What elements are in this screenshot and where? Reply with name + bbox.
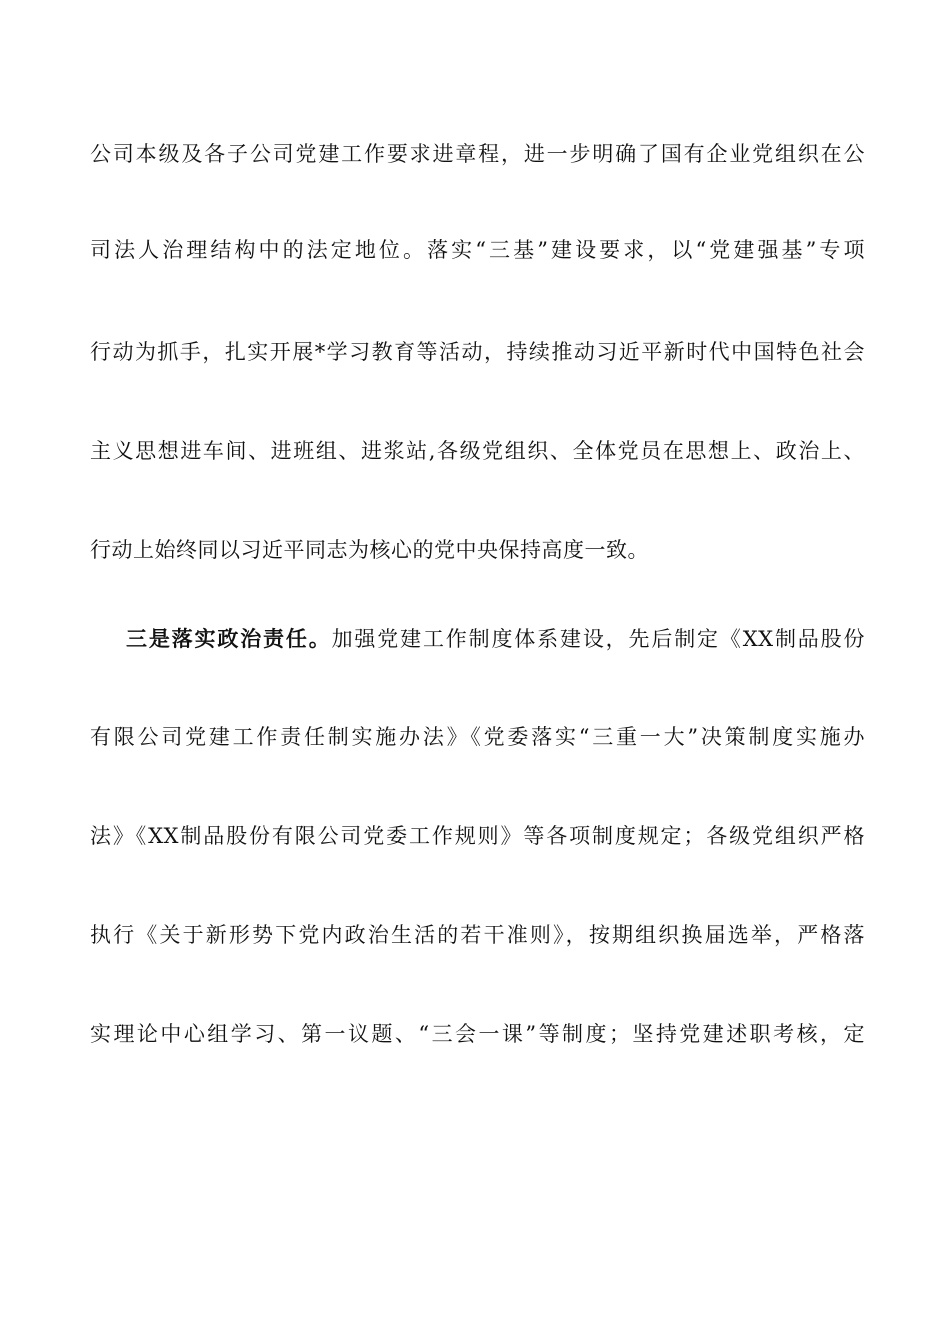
paragraph-2-line-3: 法》《XX制品股份有限公司党委工作规则》等各项制度规定；各级党组织严格 [90, 824, 865, 848]
paragraph-2-line-5: 实理论中心组学习、第一议题、“三会一课”等制度；坚持党建述职考核，定 [90, 1022, 865, 1046]
paragraph-2-line-2: 有限公司党建工作责任制实施办法》《党委落实“三重一大”决策制度实施办 [90, 725, 865, 749]
paragraph-2-lead: 三是落实政治责任。 [126, 626, 332, 651]
paragraph-1-line-5: 行动上始终同以习近平同志为核心的党中央保持高度一致。 [90, 538, 649, 562]
paragraph-1-line-2: 司法人治理结构中的法定地位。落实“三基”建设要求，以“党建强基”专项 [90, 238, 865, 262]
paragraph-1-line-4: 主义思想进车间、进班组、进浆站,各级党组织、全体党员在思想上、政治上、 [90, 439, 865, 463]
paragraph-2-line-1-rest: 加强党建工作制度体系建设，先后制定《XX制品股份 [331, 627, 865, 651]
paragraph-2-line-4: 执行《关于新形势下党内政治生活的若干准则》，按期组织换届选举，严格落 [90, 923, 865, 947]
paragraph-1-line-1: 公司本级及各子公司党建工作要求进章程，进一步明确了国有企业党组织在公 [90, 142, 865, 166]
paragraph-2-line-1 [126, 625, 865, 653]
paragraph-1-line-3: 行动为抓手，扎实开展*学习教育等活动，持续推动习近平新时代中国特色社会 [90, 340, 865, 364]
